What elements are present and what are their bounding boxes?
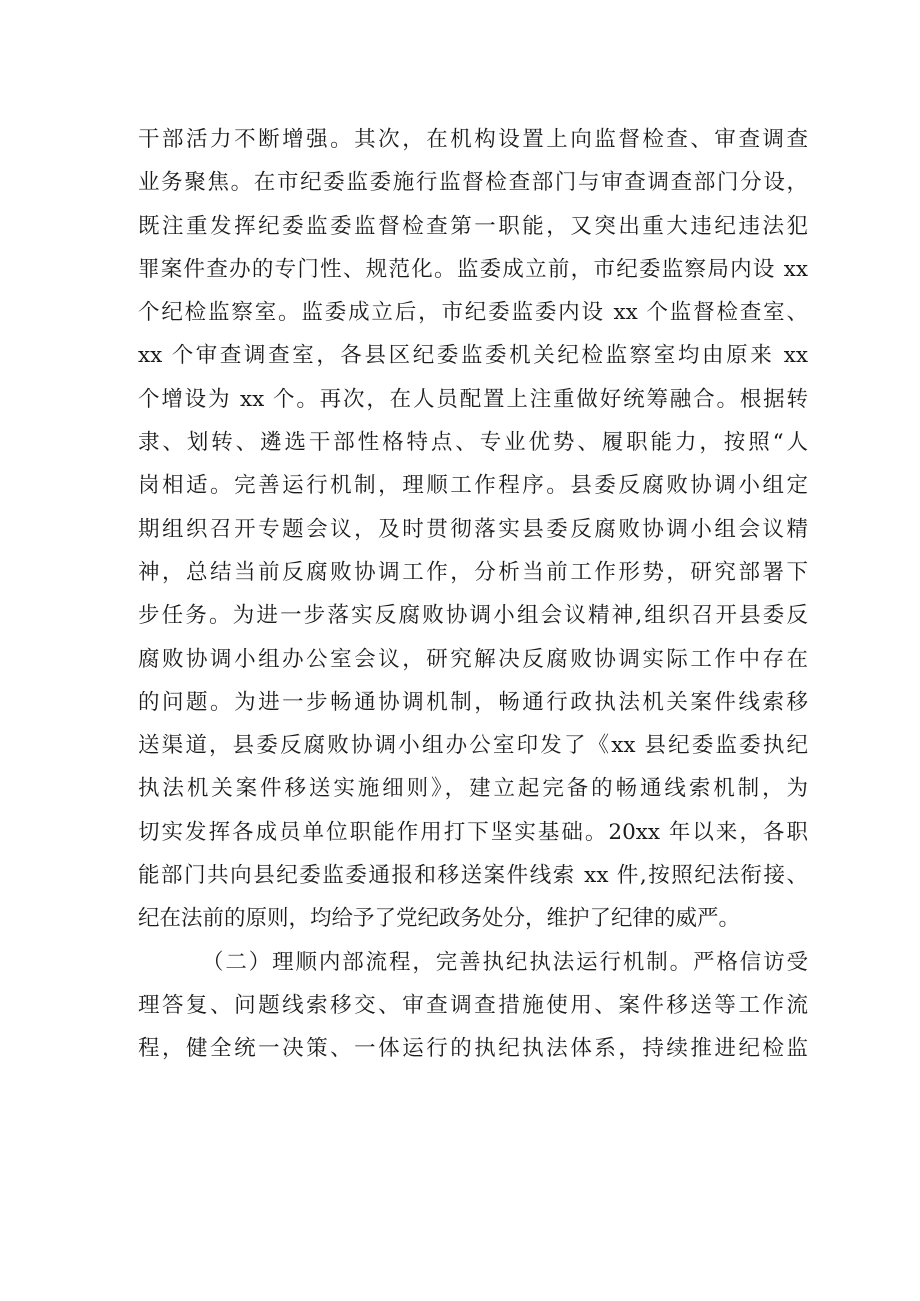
text-line: 期组织召开专题会议，及时贯彻落实县委反腐败协调小组会议精 (138, 516, 808, 542)
text-line: 既注重发挥纪委监委监督检查第一职能，又突出重大违纪违法犯 (138, 213, 808, 239)
document-body (138, 118, 808, 1071)
paragraph-2 (138, 941, 808, 1071)
text-line: 理答复、问题线索移交、审查调查措施使用、案件移送等工作流 (138, 992, 808, 1018)
text-line: 步任务。为进一步落实反腐败协调小组会议精神,组织召开县委反 (138, 603, 808, 629)
text-line: 送渠道，县委反腐败协调小组办公室印发了《xx 县纪委监委执纪 (138, 733, 808, 759)
text-line: 罪案件查办的专门性、规范化。监委成立前，市纪委监察局内设 xx (138, 256, 808, 282)
text-line: 隶、划转、遴选干部性格特点、专业优势、履职能力，按照“人 (138, 430, 808, 456)
text-line: 纪在法前的原则，均给予了党纪政务处分，维护了纪律的威严。 (138, 906, 741, 932)
section-heading-line: （二）理顺内部流程，完善执纪执法运行机制。严格信访受 (202, 949, 808, 975)
text-line: 的问题。为进一步畅通协调机制，畅通行政执法机关案件线索移 (138, 689, 808, 715)
text-line: xx 个审查调查室，各县区纪委监委机关纪检监察室均由原来 xx (138, 343, 808, 369)
paragraph-1 (138, 118, 808, 941)
text-line: 切实发挥各成员单位职能作用打下坚实基础。20xx 年以来，各职 (138, 819, 808, 845)
text-line: 腐败协调小组办公室会议，研究解决反腐败协调实际工作中存在 (138, 646, 808, 672)
text-line: 个纪检监察室。监委成立后，市纪委监委内设 xx 个监督检查室、 (138, 300, 808, 326)
text-line: 岗相适。完善运行机制，理顺工作程序。县委反腐败协调小组定 (138, 473, 808, 499)
text-line: 执法机关案件移送实施细则》，建立起完备的畅通线索机制，为 (138, 776, 808, 802)
text-line: 干部活力不断增强。其次，在机构设置上向监督检查、审查调查 (138, 127, 808, 152)
text-line: 神，总结当前反腐败协调工作，分析当前工作形势，研究部署下 (138, 559, 808, 585)
text-line: 个增设为 xx 个。再次，在人员配置上注重做好统筹融合。根据转 (138, 386, 808, 412)
text-line: 业务聚焦。在市纪委监委施行监督检查部门与审查调查部门分设， (138, 170, 808, 196)
text-line: 能部门共向县纪委监委通报和移送案件线索 xx 件,按照纪法衔接、 (138, 863, 808, 889)
text-line: 程，健全统一决策、一体运行的执纪执法体系，持续推进纪检监 (138, 1036, 808, 1062)
